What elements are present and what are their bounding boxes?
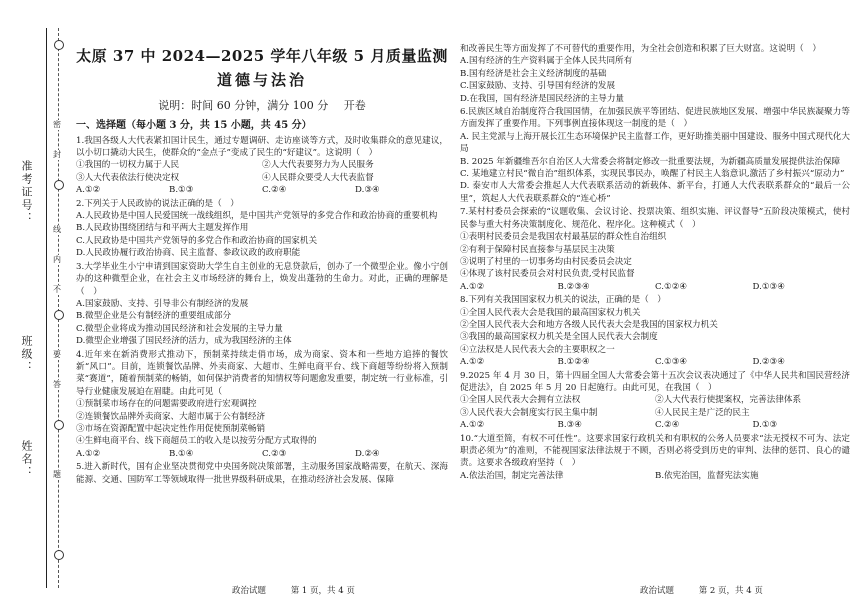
binding-line	[46, 28, 47, 588]
question-3	[76, 261, 448, 348]
statement: ④生鲜电商平台、线下商超员工的收入是以按劳分配方式取得的	[76, 436, 317, 447]
answer-choices	[460, 356, 850, 368]
statement: ①预制菜市场存在的问题需要政府进行宏观调控	[76, 399, 257, 410]
question-8	[460, 294, 850, 368]
answer-choice[interactable]: A.国家鼓励、支持、引导非公有制经济的发展	[76, 298, 249, 309]
statement: ③人民代表大会制度实行民主集中制	[460, 407, 598, 418]
answer-choice[interactable]: B. 2025 年新疆维吾尔自治区人大常委会将制定修改一批重要法规，为新疆高质量发展提供法治保障	[460, 156, 841, 167]
statement: ②全国人民代表大会和地方各级人民代表大会是我国的国家权力机关	[460, 319, 718, 330]
section-heading: 一、选择题（每小题 3 分，共 15 小题，共 45 分）	[76, 120, 312, 132]
seal-char: 题	[53, 470, 61, 479]
question-5	[76, 461, 448, 486]
statement-options	[76, 159, 448, 184]
statement: ③我国的最高国家权力机关是全国人民代表大会制度	[460, 332, 658, 343]
seal-char: 答	[53, 380, 61, 389]
answer-choices	[76, 184, 448, 196]
exam-mode: 开卷	[343, 98, 366, 112]
seal-char: 要	[53, 350, 61, 359]
statement: ①全国人民代表大会拥有立法权	[460, 395, 581, 406]
statement: ③人大代表依法行使决定权	[76, 172, 180, 183]
page-footer	[232, 584, 377, 596]
answer-choice[interactable]: C.②④	[655, 420, 680, 431]
answer-choice[interactable]: B.依宪治国，监督宪法实施	[655, 470, 759, 481]
statement: ②人大代表行使提案权，完善法律体系	[655, 395, 802, 406]
statement: ④人民民主是广泛的民主	[655, 407, 750, 418]
statement: ③说明了村里的一切事务均由村民委员会决定	[460, 256, 632, 267]
statement: ③市场在资源配置中起决定性作用促使预制菜畅销	[76, 423, 266, 434]
statement: ④人民群众要受人大代表监督	[262, 172, 374, 183]
page-2	[460, 42, 850, 483]
binding-hole	[54, 180, 64, 190]
answer-choice[interactable]: A.①②	[460, 281, 485, 292]
statement: ①全国人民代表大会是我国的最高国家权力机关	[460, 307, 641, 318]
answer-choice[interactable]: B.①④	[169, 448, 194, 459]
seal-char: 不	[53, 285, 61, 294]
name-label: 姓名：	[20, 440, 33, 479]
answer-choice[interactable]: B.①②④	[557, 357, 590, 368]
subject-title: 道德与法治	[216, 71, 307, 90]
question-stem: 3.大学毕业生小宁申请到国家资助大学生自主创业的无息贷款后，创办了一个微型企业。像小宁创办的这种微型企业，在社会主义市场经济的舞台上，焕发出蓬勃的生命力。对此，正确的理解是（ ）	[76, 261, 448, 297]
answer-choice[interactable]: B.国有经济是社会主义经济制度的基础	[460, 68, 607, 79]
answer-choice[interactable]: D.在我国，国有经济是国民经济的主导力量	[460, 93, 625, 104]
answer-choice[interactable]: D.人民政协履行政治协商、民主监督、参政议政的政府职能	[76, 248, 301, 259]
binding-hole	[54, 550, 64, 560]
question-2	[76, 198, 448, 260]
statement-options	[460, 394, 850, 419]
seal-char: 密	[53, 120, 61, 129]
statement: ④立法权是人民代表大会的主要职权之一	[460, 344, 615, 355]
answer-choice[interactable]: C.人民政协是中国共产党领导的多党合作和政治协商的国家机关	[76, 235, 318, 246]
statement: ②连锁餐饮品牌外卖商家、大超市属于公有制经济	[76, 411, 266, 422]
answer-choice[interactable]: D. 泰安市人大常委会推起人大代表联系活动的新载体、新平台，打通人大代表联系群众的“最后一公里”，筑起人大代表联系群众的“连心桥”	[460, 181, 850, 204]
answer-choices	[460, 419, 850, 431]
answer-choice[interactable]: B.微型企业是公有制经济的重要组成部分	[76, 311, 232, 322]
answer-choices	[460, 470, 850, 482]
answer-choice[interactable]: D.②③④	[752, 357, 785, 368]
question-stem: 7.某村村委员会探索的“议题收集、会议讨论、投票决策、组织实施、评议督导”五阶段决策模式，使村民参与重大村务决策制度化、规范化、程序化。这种模式（ ）	[460, 207, 850, 230]
answer-choice[interactable]: B.②③④	[557, 281, 590, 292]
answer-choice[interactable]: A.①②	[460, 420, 485, 431]
answer-choice[interactable]: A.①②	[76, 448, 101, 459]
binding-hole	[54, 40, 64, 50]
exam-instructions: 说明：时间 60 分钟，满分 100 分	[158, 98, 329, 112]
answer-choice[interactable]: A.人民政协是中国人民爱国统一战线组织，是中国共产党领导的多党合作和政治协商的重要机构	[76, 211, 438, 222]
seal-char: 封	[53, 150, 61, 159]
answer-choices	[76, 448, 448, 460]
answer-choice[interactable]: A.依法治国，制定完善法律	[460, 470, 564, 481]
answer-choice[interactable]: C.国家鼓励、支持、引导国有经济的发展	[460, 81, 616, 92]
answer-choice[interactable]: A. 民主党派与上海开展长江生态环境保护民主监督工作，更好助推美丽中国建设、服务中国式现代化大局	[460, 131, 850, 155]
candidate-number-label: 准考证号：	[20, 160, 33, 225]
answer-choice[interactable]: D.①③④	[752, 281, 785, 292]
question-9	[460, 370, 850, 432]
question-6	[460, 106, 850, 205]
question-stem: 8.下列有关我国国家权力机关的说法，正确的是（ ）	[460, 295, 666, 306]
seal-line	[58, 28, 59, 588]
answer-choice[interactable]: A.国有经济的生产资料属于全体人民共同所有	[460, 56, 633, 67]
statement: ②有利于保障村民直接参与基层民主决策	[460, 244, 615, 255]
answer-choice[interactable]: D.①③	[752, 420, 778, 431]
question-stem: 9.2025 年 4 月 30 日，第十四届全国人大常委会第十五次会议表决通过了《中华人民共和国民营经济促进法》，自 2025 年 5 月 20 日起施行。由此可见，在我国（ ）	[460, 370, 850, 393]
question-stem: 10.“大道至简，有权不可任性”。这要求国家行政机关和有职权的公务人员要求“法无授权不可为、法定职责必须为”的准则，不能视国家法律法规于不顾，否则必将受到历史的审判、法律的惩罚、良心的谴责。这要求各级政府坚持（ ）	[460, 433, 850, 469]
question-7	[460, 206, 850, 293]
answer-choice[interactable]: B.①③	[169, 185, 194, 196]
question-5-continued	[460, 43, 850, 105]
answer-choice[interactable]: D.微型企业增强了国民经济的活力，成为我国经济的主体	[76, 336, 292, 347]
question-stem: 1.我国各级人大代表紧扣国计民生，通过专题调研、走访座谈等方式，及时收集群众的意见建议，以小切口撬动大民生，使群众的“金点子”变成了民生的“好建议”。这说明（ ）	[76, 135, 448, 159]
answer-choice[interactable]: A.①②	[460, 357, 485, 368]
seal-char: 内	[53, 255, 61, 264]
statement: ②人大代表要努力为人民服务	[262, 160, 374, 171]
question-10	[460, 433, 850, 483]
footer-subject: 政治试题	[232, 586, 267, 596]
footer-page-number: 第 2 页，共 4 页	[698, 586, 763, 596]
binding-margin	[0, 0, 62, 608]
answer-choice[interactable]: C. 某地建立村民“微自治”组织体系，实现民事民办，唤醒了村民主人翁意识,激活了乡村振兴“原动力”	[460, 169, 845, 180]
answer-choice[interactable]: C.微型企业将成为推动国民经济和社会发展的主导力量	[76, 323, 283, 334]
answer-choice[interactable]: B.③④	[557, 420, 582, 431]
answer-choice[interactable]: B.人民政协围绕团结与和平两大主题发挥作用	[76, 223, 249, 234]
answer-choice[interactable]: C.②④	[262, 185, 287, 196]
answer-choice[interactable]: C.①③④	[655, 357, 688, 368]
exam-info	[76, 100, 448, 112]
class-label: 班级：	[20, 335, 33, 374]
question-stem: 2.下列关于人民政协的说法正确的是（ ）	[76, 198, 239, 209]
answer-choice[interactable]: C.②③	[262, 448, 287, 459]
answer-choices	[460, 281, 850, 293]
answer-choice[interactable]: A.①②	[76, 185, 101, 196]
question-4	[76, 349, 448, 461]
statement: ①表明村民委员会是我国农村最基层的群众性自治组织	[460, 232, 667, 243]
answer-choice[interactable]: C.①②④	[655, 281, 688, 292]
statement: ④体现了该村民委员会对村民负责,受村民监督	[460, 269, 635, 280]
page-1	[76, 0, 448, 487]
seal-char: 线	[53, 225, 61, 234]
question-stem: 6.民族区域自治制度符合我国国情，在加强民族平等团结、促进民族地区发展、增强中华民族凝聚力等方面发挥了重要作用。下列事例直接体现这一制度的是（ ）	[460, 107, 850, 130]
footer-subject: 政治试题	[640, 586, 675, 596]
answer-choice[interactable]: D.②④	[355, 448, 380, 459]
exam-title: 太原 37 中 2024—2025 学年八年级 5 月质量监测	[76, 47, 448, 65]
question-1	[76, 135, 448, 197]
answer-choice[interactable]: D.③④	[355, 185, 380, 196]
binding-hole	[54, 420, 64, 430]
footer-page-number: 第 1 页，共 4 页	[290, 586, 355, 596]
binding-hole	[54, 310, 64, 320]
page-footer	[640, 584, 785, 596]
question-stem: 4.近年来在新消费形式推动下，预制菜持续走俏市场，成为商家、资本和一些地方追捧的餐饮新“风口”。目前，连锁餐饮品牌、外卖商家、大超市、生鲜电商平台、线下商超等纷纷将入预制菜“赛道”，随着预制菜的畅销，如何保护消费者的知情权等问题愈发重要，制定统一行业标准，引导行业健康发展迫在眉睫。由此可见（	[76, 349, 448, 397]
question-stem: 5.进入新时代，国有企业坚决贯彻党中央国务院决策部署，主动服务国家战略需要，在航天、深海能源、交通、国防军工等领域取得一批世界级科研成果，在推动经济社会发展、保障	[76, 462, 448, 485]
statement: ①我国的一切权力属于人民	[76, 160, 180, 171]
question-stem: 和改善民生等方面发挥了不可替代的重要作用，为全社会创造和积累了巨大财富。这说明（ ）	[460, 44, 821, 54]
